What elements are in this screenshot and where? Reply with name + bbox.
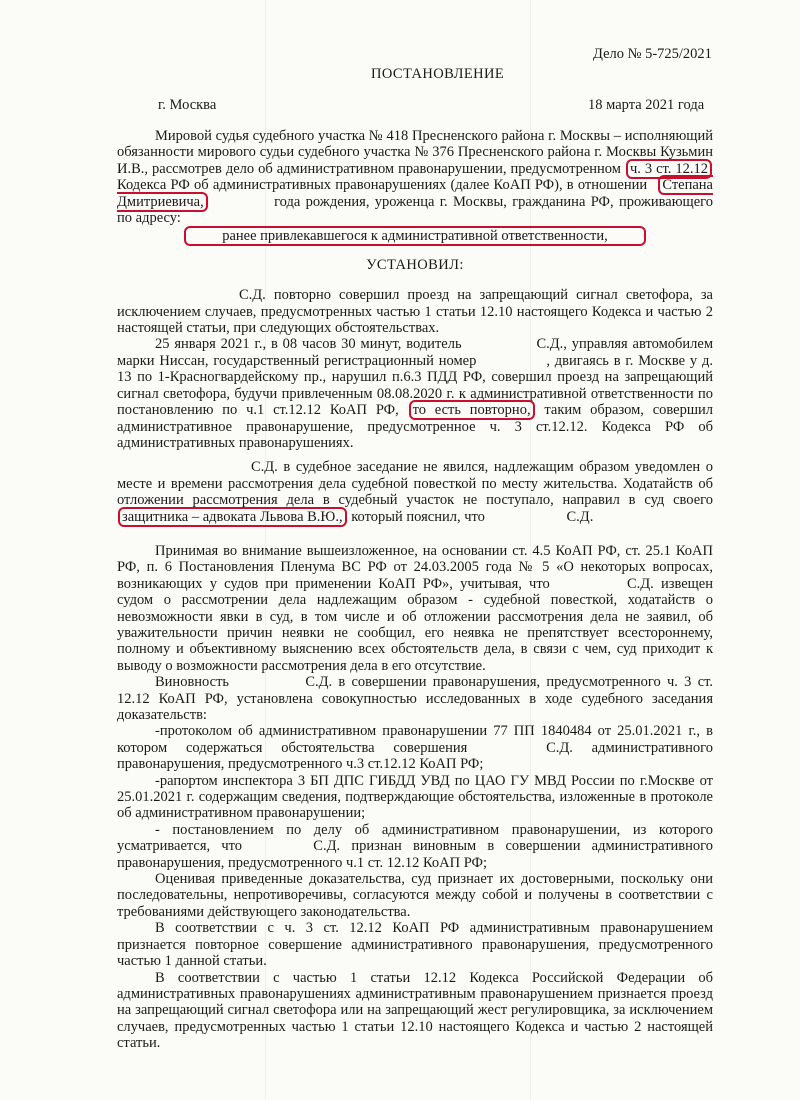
evidence-item (117, 773, 713, 822)
intro-text: Мировой судья судебного участка № 418 Пресненского района г. Москвы – исполняющий обязанности мирового судьи судебного участка № 376 Пресненского района г. Москвы Кузьмин И.В., рассмотрев дело об административном правонарушении, предусмотренном (117, 128, 713, 177)
paragraph-text: С.Д. (566, 508, 594, 525)
paragraph-text: С.Д., управляя автомобилем марки Ниссан, государственный регистрационный номер (117, 336, 714, 369)
paragraph-text: 25 января 2021 г., в 08 часов 30 минут, водитель (155, 336, 462, 353)
highlight-name: Степана Дмитриевича, (117, 177, 713, 210)
paragraph-text: - постановлением по делу об административном правонарушении, из которого усматривается, что (117, 821, 713, 855)
highlight-prior-liability: ранее привлекавшегося к административной ответственности, (184, 226, 646, 246)
highlight-article: ч. 3 ст. 12.12 (626, 159, 712, 179)
paragraph-text: С.Д. повторно совершил проезд на запрещающий сигнал светофора, за исключением случаев, предусмотренных частью 1 статьи 12.10 настоящего Кодекса и частью 2 настоящей статьи, при следующих обстоятельствах. (117, 287, 713, 337)
evidence-item (117, 822, 713, 871)
document-date: 18 марта 2021 года (588, 97, 705, 113)
paragraph-text: Принимая во внимание вышеизложенное, на основании ст. 4.5 КоАП РФ, ст. 25.1 КоАП РФ, п. 6 Постановления Пленума ВС РФ от 24.03.2005 года № 5 «О некоторых вопросах, возникающих у судов при применении КоАП РФ», учитывая, что (117, 542, 713, 592)
paragraph-3 (117, 459, 713, 525)
intro-paragraph (117, 128, 713, 226)
paragraph-text: , двигаясь в г. Москве у д. 13 по 1-Красногвардейскому пр., нарушил п.6.3 ПДД РФ, совершил проезд на запрещающий сигнал светофора, будучи привлеченным 08.08.2020 г. к административной ответственности по постановлению по ч.1 ст.12.12 КоАП РФ, (117, 352, 713, 419)
document-title: ПОСТАНОВЛЕНИЕ (371, 66, 505, 82)
city: г. Москва (158, 97, 217, 113)
document-body (117, 128, 713, 1052)
paragraph-2 (117, 336, 713, 451)
paragraph-text: таким образом, совершил административное правонарушение, предусмотренное ч. 3 ст.12.12. Кодекса РФ об административных правонарушениях. (117, 402, 714, 451)
case-number: Дело № 5-725/2021 (593, 46, 712, 62)
paragraph-text: -рапортом инспектора 3 БП ДПС ГИБДД УВД по ЦАО ГУ МВД России по г.Москве от 25.01.2021 г. содержащим сведения, подтверждающие обстоятельства, изложенные в протоколе об административном правонарушении; (117, 772, 713, 822)
paragraph-7 (117, 920, 713, 969)
paragraph-text: Оценивая приведенные доказательства, суд признает их достоверными, поскольку они последовательны, непротиворечивы, согласуются между собой и получены в соответствии с требованиями действующего законодательства. (117, 871, 713, 920)
highlight-lawyer: защитника – адвоката Львова В.Ю., (118, 507, 347, 527)
prior-liability-line (117, 228, 713, 244)
paragraph-text: С.Д. административного правонарушения, предусмотренного ч.3 ст.12.12 КоАП РФ; (117, 739, 714, 773)
paragraph-4 (117, 543, 713, 674)
paragraph-6 (117, 871, 713, 920)
intro-text: года рождения, уроженца г. Москвы, гражданина РФ, проживающего по адресу: (117, 193, 713, 227)
paragraph-text: С.Д. в совершении правонарушения, предусмотренного ч. 3 ст. 12.12 КоАП РФ, установлена совокупностью исследованных в ходе судебного заседания доказательств: (117, 674, 713, 723)
paragraph-text: С.Д. извещен судом о рассмотрении дела надлежащим образом - судебной повесткой, ходатайств о невозможности явки в суд, в том числе и об отложении рассмотрения дела не заявил, об уважительности причин неявки не сообщил, его неявка не препятствует всестороннему, полному и объективному выяснению всех обстоятельств дела, в связи с чем, суд приходит к выводу о возможности рассмотрения дела в его отсутствие. (117, 575, 714, 674)
paragraph-text: -протоколом об административном правонарушении 77 ПП 1840484 от 25.01.2021 г., в котором содержаться обстоятельства совершения (117, 723, 713, 756)
paragraph-text: Виновность (155, 674, 230, 691)
paragraph-text: С.Д. признан виновным в совершении административного правонарушения, предусмотренного ч.1 ст. 12.12 КоАП РФ; (117, 838, 714, 871)
section-heading: УСТАНОВИЛ: (366, 256, 464, 273)
highlight-repeat: то есть повторно, (409, 400, 535, 420)
paragraph-1 (117, 287, 713, 336)
evidence-item (117, 723, 713, 772)
paragraph-5 (117, 674, 713, 723)
paragraph-text: В соответствии с частью 1 статьи 12.12 Кодекса Российской Федерации об административных правонарушениях административным правонарушением признается проезд на запрещающий сигнал светофора или на запрещающий жест регулировщика, за исключением случаев, предусмотренных частью 1 статьи 12.10 настоящего Кодекса и частью 2 настоящей статьи. (117, 969, 713, 1052)
paragraph-text: который пояснил, что (351, 508, 485, 525)
paragraph-text: В соответствии с ч. 3 ст. 12.12 КоАП РФ административным правонарушением признается повторное совершение административного правонарушения, предусмотренного частью 1 данной статьи. (117, 920, 713, 970)
paragraph-8 (117, 970, 713, 1052)
intro-text: Кодекса РФ об административных правонарушениях (далее КоАП РФ), в отношении (117, 177, 648, 194)
paragraph-text: С.Д. в судебное заседание не явился, надлежащим образом уведомлен о месте и времени рассмотрения дела судебной повесткой по месту жительства. Ходатайств об отложении рассмотрения дела в судебный участок не поступало, направил в суд своего (117, 459, 713, 509)
